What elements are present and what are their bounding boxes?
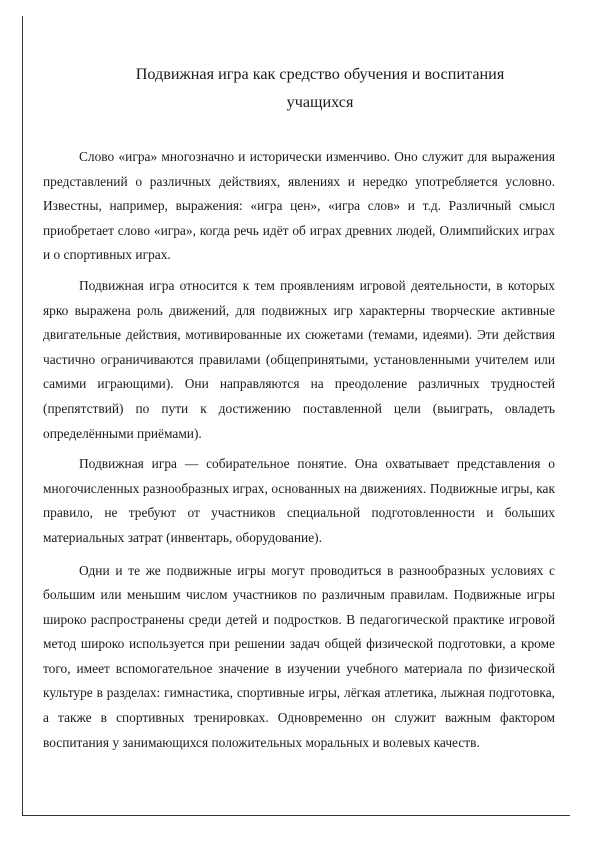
paragraph-1: Слово «игра» многозначно и исторически изменчиво. Оно служит для выражения представлений о различных действиях, явлениях и нередко употребляется условно. Известны, например, выражения: «игра цен», «игра слов» и т.д. Различный смысл приобретает слово «игра», когда речь идёт об играх древних людей, Олимпийских играх и о спортивных играх. bbox=[43, 149, 555, 263]
page-title: Подвижная игра как средство обучения и воспитания bbox=[135, 65, 505, 83]
document-body bbox=[43, 145, 555, 761]
page-title-continued: учащихся bbox=[286, 93, 354, 111]
paragraph-4: Одни и те же подвижные игры могут проводиться в разнообразных условиях с большим или меньшим числом участников по различным правилам. Подвижные игры широко распространены среди детей и подростков. В педагогической практике игровой метод широко используется при решении задач общей физической подготовки, а кроме того, имеет вспомогательное значение в изучении учебного материала по физической культуре в разделах: гимнастика, спортивные игры, лёгкая атлетика, лыжная подготовка, а также в спортивных тренировках. Одновременно он служит важным фактором воспитания у занимающихся положительных моральных и волевых качеств. bbox=[43, 562, 555, 750]
paragraph-2: Подвижная игра относится к тем проявлениям игровой деятельности, в которых ярко выражена роль движений, для подвижных игр характерны творческие активные двигательные действия, мотивированные их сюжетами (темами, идеями). Эти действия частично ограничиваются правилами (общепринятыми, установленными учителем или самими играющими). Они направляются на преодоление различных трудностей (препятствий) по пути к достижению поставленной цели (выиграть, овладеть определёнными приёмами). bbox=[43, 277, 555, 441]
paragraph-3: Подвижная игра — собирательное понятие. Она охватывает представления о многочисленных разнообразных играх, основанных на движениях. Подвижные игры, как правило, не требуют от участников специальной подготовленности и больших материальных затрат (инвентарь, оборудование). bbox=[43, 456, 555, 545]
